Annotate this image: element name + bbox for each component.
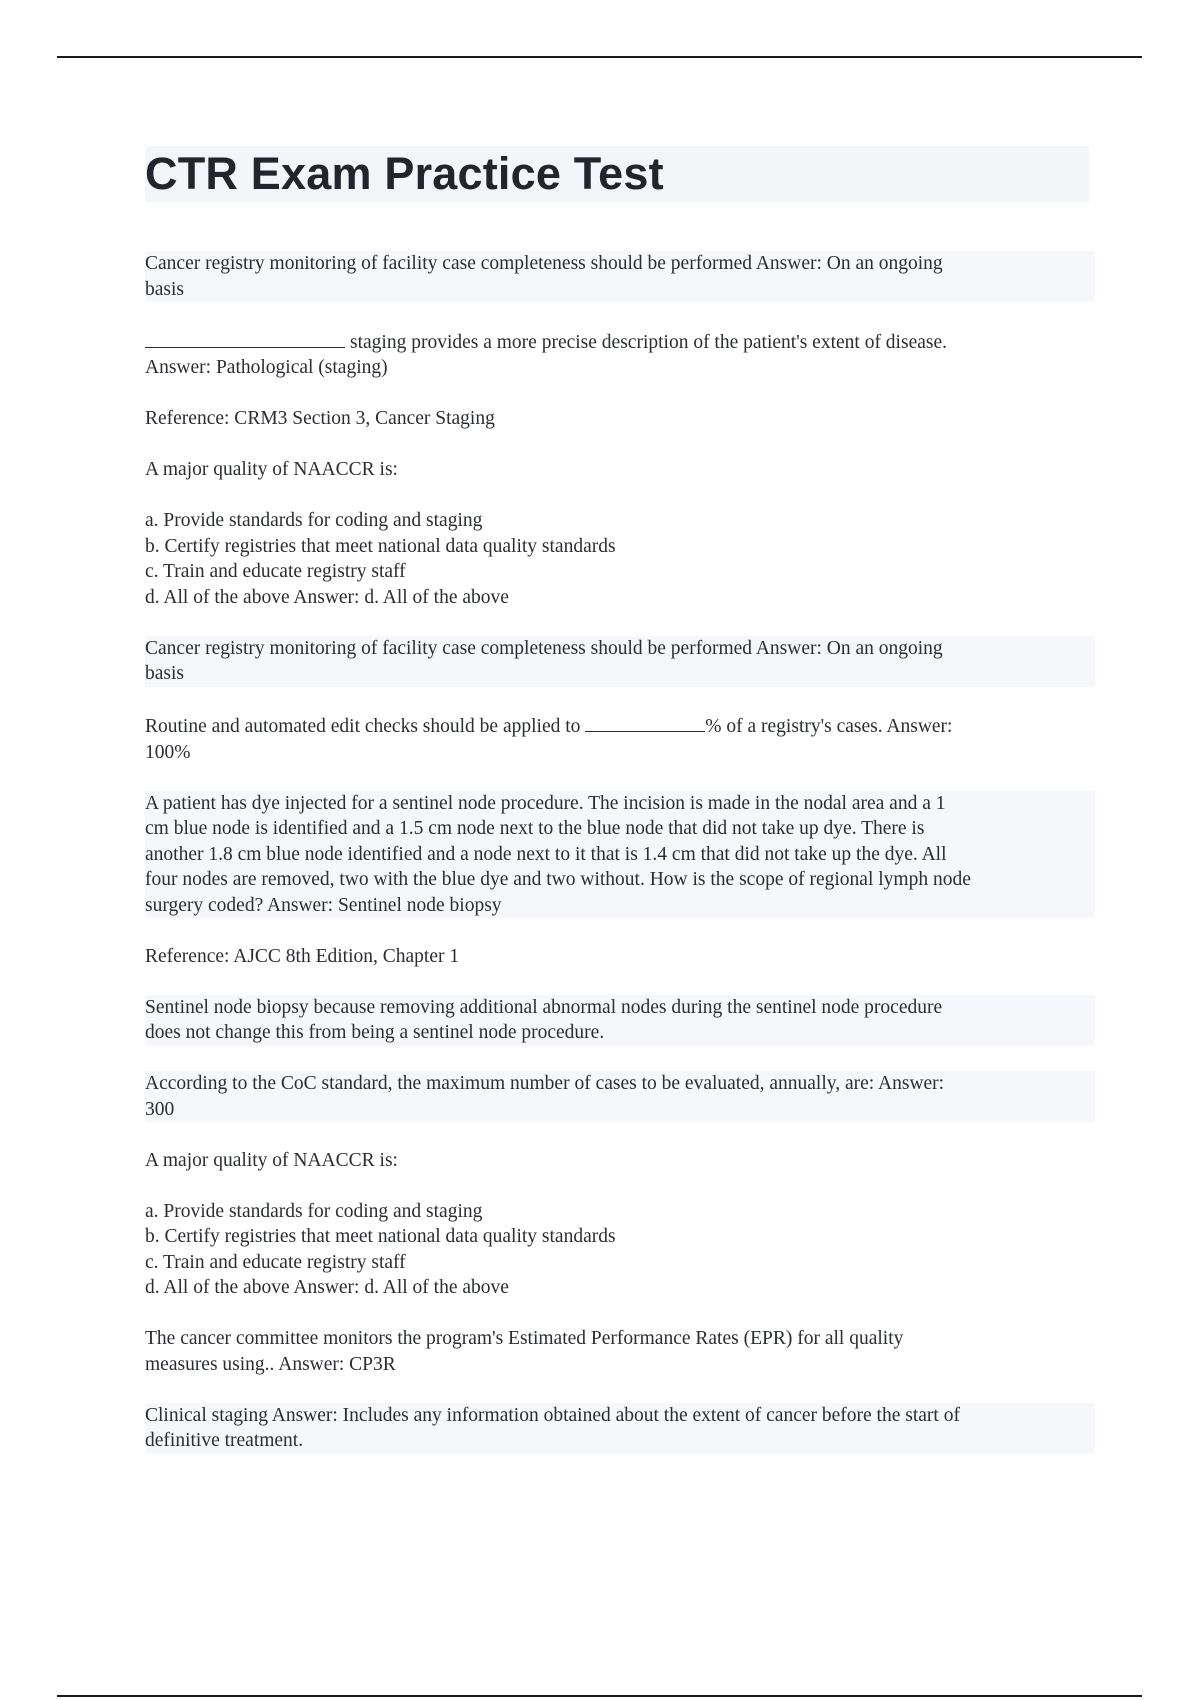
question-coc-standard xyxy=(145,1071,1095,1122)
text-line: does not change this from being a sentinel node procedure. xyxy=(145,1022,605,1043)
text-line: another 1.8 cm blue node identified and a node next to it that is 1.4 cm that did not take up the dye. All xyxy=(145,843,947,865)
text-line: cm blue node is identified and a 1.5 cm node next to the blue node that did not take up dye. There is xyxy=(145,818,925,839)
top-rule xyxy=(57,56,1142,58)
options-naaccr xyxy=(145,508,1095,610)
question-completeness-repeat xyxy=(145,636,1095,687)
text-line: 300 xyxy=(145,1098,175,1120)
text-line: 100% xyxy=(145,741,191,763)
bottom-rule xyxy=(57,1695,1142,1697)
text-line: Sentinel node biopsy because removing additional abnormal nodes during the sentinel node procedure xyxy=(145,996,943,1018)
text-line: Answer: Pathological (staging) xyxy=(145,357,388,378)
page-title: CTR Exam Practice Test xyxy=(145,148,664,199)
text-line: Reference: AJCC 8th Edition, Chapter 1 xyxy=(145,945,460,967)
text-line: surgery coded? Answer: Sentinel node biopsy xyxy=(145,894,502,916)
text-fragment: staging provides a more precise description of the patient's extent of disease. xyxy=(350,331,947,353)
reference-ajcc xyxy=(145,944,1095,970)
question-clinical-staging xyxy=(145,1403,1095,1454)
option-item: b. Certify registries that meet national data quality standards xyxy=(145,1226,616,1247)
text-line: Cancer registry monitoring of facility case completeness should be performed Answer: On an ongoing xyxy=(145,637,943,659)
text-line: Reference: CRM3 Section 3, Cancer Staging xyxy=(145,408,495,429)
option-item: c. Train and educate registry staff xyxy=(145,561,406,582)
question-naaccr-repeat xyxy=(145,1148,1095,1174)
question-completeness xyxy=(145,251,1095,302)
option-item: c. Train and educate registry staff xyxy=(145,1251,406,1273)
text-line: The cancer committee monitors the program's Estimated Performance Rates (EPR) for all quality xyxy=(145,1328,904,1349)
text-line: According to the CoC standard, the maximum number of cases to be evaluated, annually, are: Answer: xyxy=(145,1073,945,1094)
option-item: d. All of the above Answer: d. All of the above xyxy=(145,1277,509,1298)
text-line: A patient has dye injected for a sentinel node procedure. The incision is made in the nodal area and a 1 xyxy=(145,792,946,814)
text-line: A major quality of NAACCR is: xyxy=(145,1149,398,1171)
option-item: d. All of the above Answer: d. All of the above xyxy=(145,586,509,608)
text-line: definitive treatment. xyxy=(145,1430,304,1451)
reference-crm3 xyxy=(145,406,1095,432)
document-body xyxy=(145,251,1095,1479)
question-cancer-committee xyxy=(145,1326,1095,1377)
option-item: a. Provide standards for coding and staging xyxy=(145,510,483,531)
text-line xyxy=(145,712,1095,740)
text-line: four nodes are removed, two with the blue dye and two without. How is the scope of regional lymph node xyxy=(145,869,971,890)
options-naaccr-repeat xyxy=(145,1199,1095,1301)
question-staging xyxy=(145,328,1095,381)
fill-in-blank xyxy=(145,328,345,348)
text-line: basis xyxy=(145,663,184,684)
option-item: b. Certify registries that meet national data quality standards xyxy=(145,535,616,557)
text-line xyxy=(145,328,1095,356)
explanation-sentinel xyxy=(145,995,1095,1046)
text-fragment: % of a registry's cases. Answer: xyxy=(705,716,953,737)
fill-in-blank xyxy=(585,712,705,732)
text-line: Clinical staging Answer: Includes any information obtained about the extent of cancer before the start of xyxy=(145,1404,960,1426)
question-edit-checks xyxy=(145,712,1095,765)
text-line: A major quality of NAACCR is: xyxy=(145,459,398,480)
text-line: Cancer registry monitoring of facility case completeness should be performed Answer: On an ongoing xyxy=(145,253,943,274)
text-line: measures using.. Answer: CP3R xyxy=(145,1353,396,1375)
text-line: basis xyxy=(145,278,184,300)
text-fragment: Routine and automated edit checks should be applied to xyxy=(145,716,581,737)
question-naaccr xyxy=(145,457,1095,483)
option-item: a. Provide standards for coding and staging xyxy=(145,1200,483,1222)
question-sentinel-node xyxy=(145,791,1095,919)
